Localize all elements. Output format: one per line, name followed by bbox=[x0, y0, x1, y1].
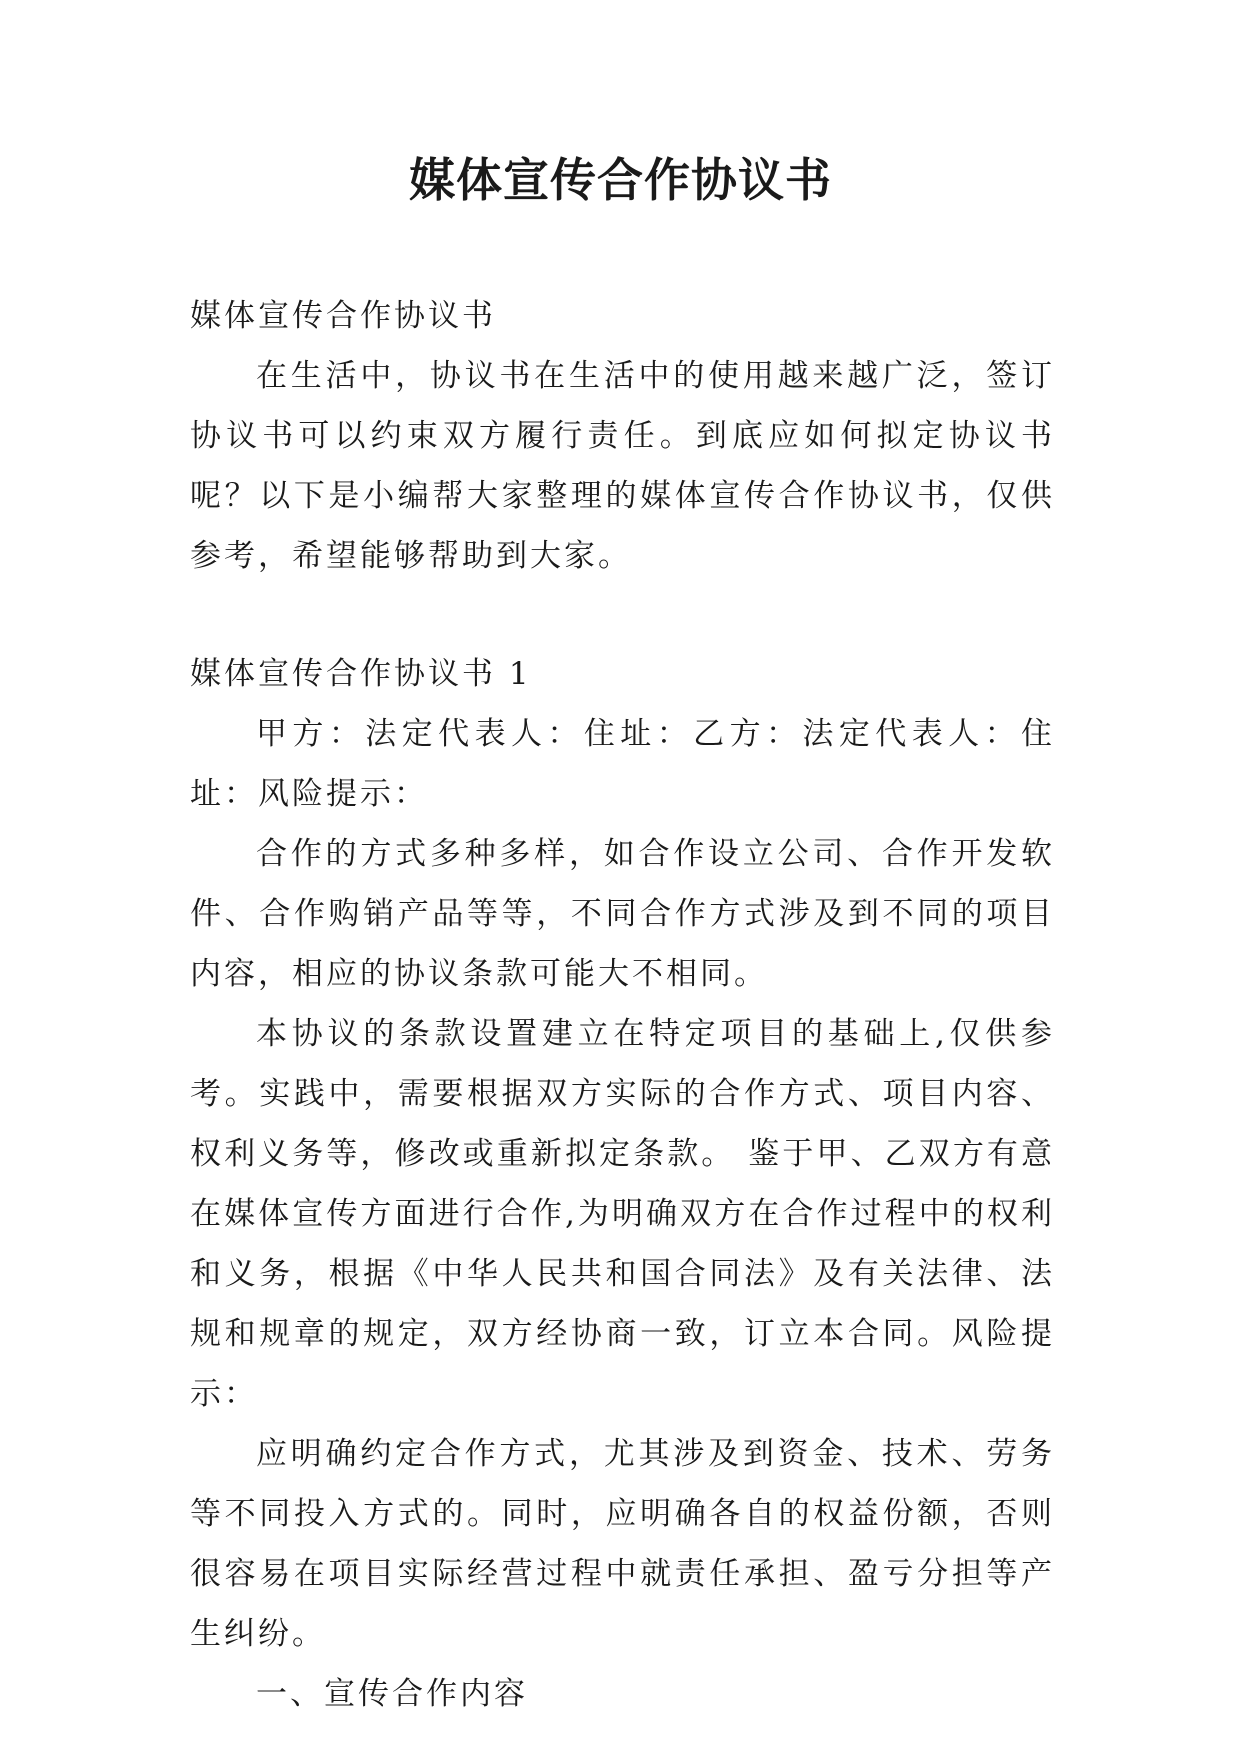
paragraph-risk-note: 应明确约定合作方式，尤其涉及到资金、技术、劳务等不同投入方式的。同时，应明确各自的权益份额，否则很容易在项目实际经营过程中就责任承担、盈亏分担等产生纠纷。 bbox=[190, 1436, 1055, 1652]
section-spacer bbox=[190, 586, 1055, 644]
document-body bbox=[190, 286, 1055, 1724]
parties-paragraph: 甲方：法定代表人：住址：乙方：法定代表人：住址：风险提示： bbox=[190, 716, 1055, 812]
document-subtitle: 媒体宣传合作协议书 bbox=[190, 298, 496, 334]
document-title: 媒体宣传合作协议书 bbox=[409, 153, 832, 207]
clause-heading-1: 一、宣传合作内容 bbox=[256, 1676, 528, 1712]
intro-paragraph: 在生活中，协议书在生活中的使用越来越广泛，签订协议书可以约束双方履行责任。到底应如何拟定协议书呢？以下是小编帮大家整理的媒体宣传合作协议书，仅供参考，希望能够帮助到大家。 bbox=[190, 358, 1055, 574]
section-heading: 媒体宣传合作协议书 1 bbox=[190, 656, 532, 692]
paragraph-cooperation-methods: 合作的方式多种多样，如合作设立公司、合作开发软件、合作购销产品等等，不同合作方式涉及到不同的项目内容，相应的协议条款可能大不相同。 bbox=[190, 836, 1055, 992]
paragraph-clause-basis: 本协议的条款设置建立在特定项目的基础上,仅供参考。实践中，需要根据双方实际的合作方式、项目内容、权利义务等，修改或重新拟定条款。 鉴于甲、乙双方有意在媒体宣传方面进行合作,为明确双方在合作过程中的权利和义务，根据《中华人民共和国合同法》及有关法律、法规和规章的规定，双方经协商一致，订立本合同。风险提示： bbox=[190, 1016, 1055, 1412]
